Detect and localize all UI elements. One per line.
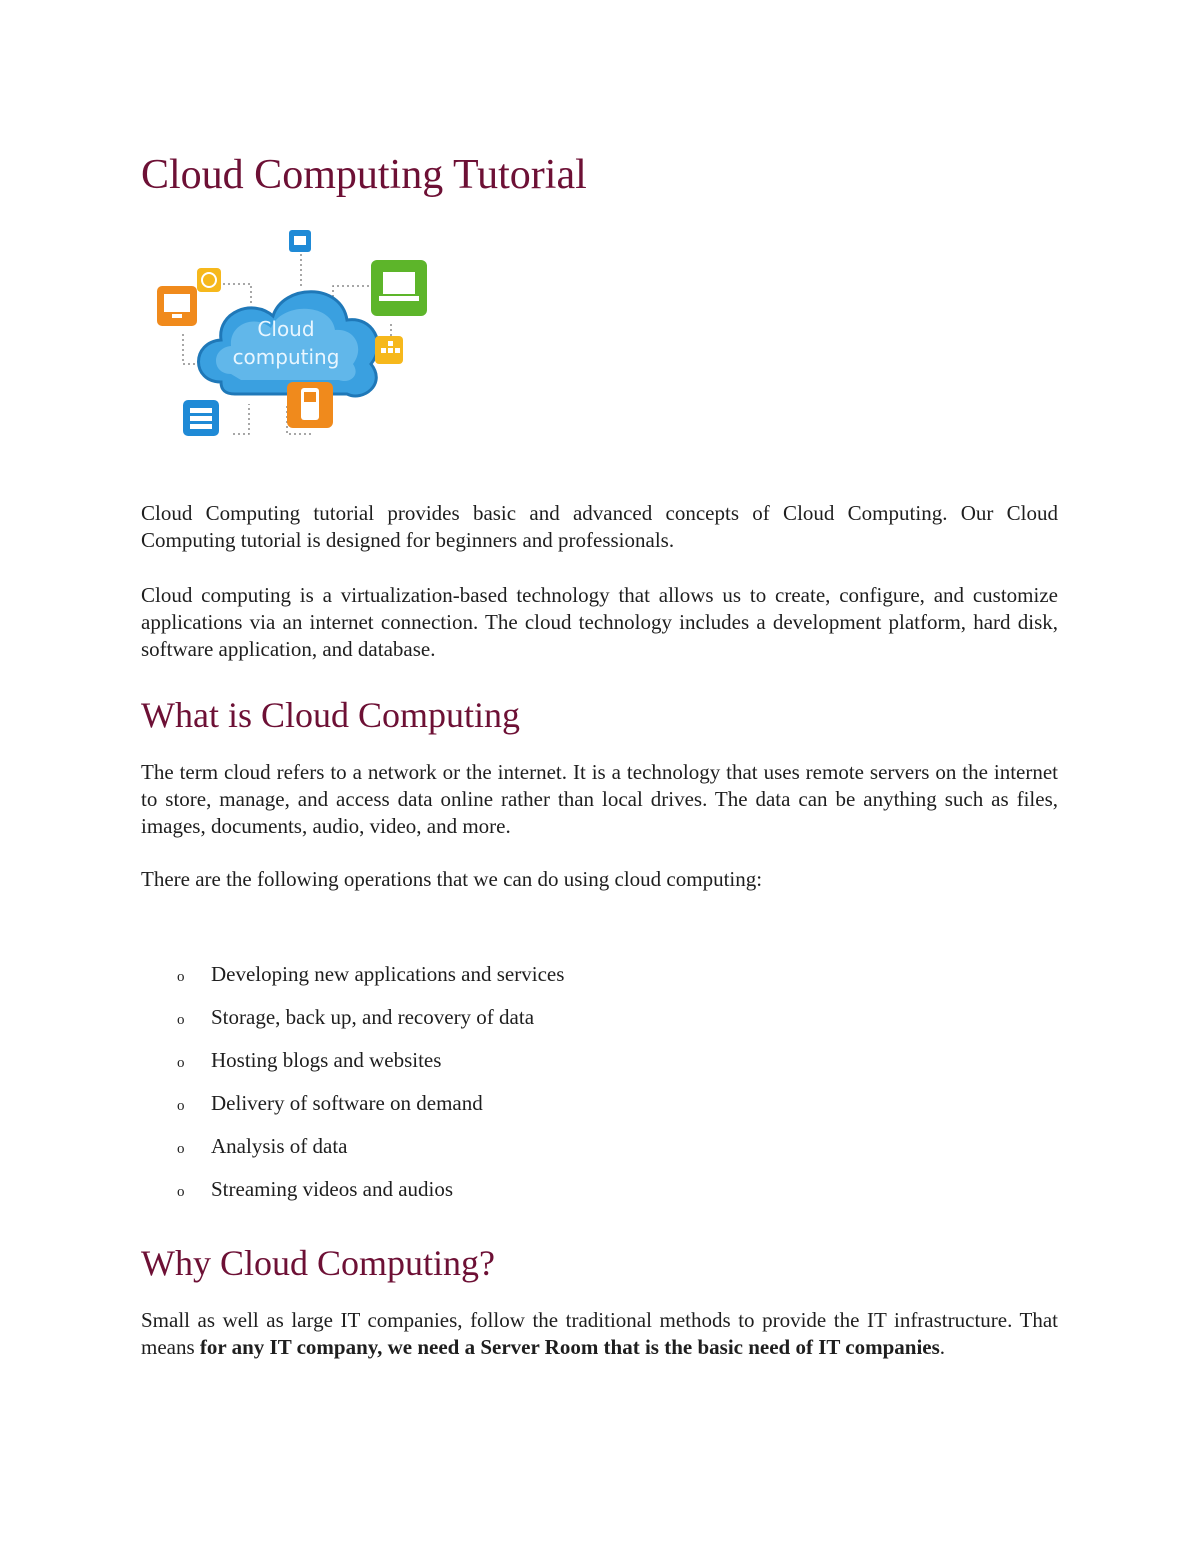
cloud-icon	[199, 292, 378, 396]
list-item-text: Streaming videos and audios	[211, 1177, 454, 1201]
what-paragraph-1: The term cloud refers to a network or the internet. It is a technology that uses remote servers on the internet to store, manage, and access data online rather than local drives. The data can be anything such as files, images, documents, audio, video, and more.	[141, 760, 1058, 838]
bullet-icon: o	[177, 1098, 185, 1114]
bullet-icon: o	[177, 1012, 185, 1028]
why-paragraph-text: Small as well as large IT companies, follow the traditional methods to provide the IT infrastructure. That means	[141, 1308, 1058, 1359]
cloud-label-line1: Cloud	[257, 317, 315, 341]
list-item-text: Storage, back up, and recovery of data	[211, 1005, 535, 1029]
list-item	[141, 1090, 1058, 1133]
cloud-label-line2: computing	[232, 345, 340, 369]
bullet-icon: o	[177, 1141, 185, 1157]
mobile-phone-icon	[287, 382, 333, 428]
why-paragraph-end: .	[939, 1335, 946, 1359]
list-item-text: Hosting blogs and websites	[211, 1048, 442, 1072]
why-paragraph-emphasis: for any IT company, we need a Server Room that is the basic need of IT companies	[199, 1335, 940, 1359]
list-item-text: Analysis of data	[211, 1134, 348, 1158]
list-item-text: Delivery of software on demand	[211, 1091, 483, 1115]
desktop-monitor-icon	[157, 286, 197, 326]
page-title: Cloud Computing Tutorial	[141, 152, 587, 198]
what-heading: What is Cloud Computing	[141, 695, 521, 735]
grid-apps-icon	[375, 336, 403, 364]
laptop-icon	[371, 260, 427, 316]
document-content	[141, 150, 1058, 1361]
server-icon	[183, 400, 219, 436]
globe-icon	[197, 268, 221, 292]
why-heading: Why Cloud Computing?	[141, 1243, 495, 1283]
intro-paragraph-2: Cloud computing is a virtualization-based technology that allows us to create, configure, and customize applications via an internet connection. The cloud technology includes a development platform, hard disk, software application, and database.	[141, 583, 1058, 661]
bullet-icon: o	[177, 969, 185, 985]
what-paragraph-2: There are the following operations that we can do using cloud computing:	[141, 867, 763, 891]
list-item	[141, 1133, 1058, 1176]
why-paragraph	[141, 1307, 1058, 1361]
list-item	[141, 1176, 1058, 1219]
bullet-icon: o	[177, 1055, 185, 1071]
mail-icon	[289, 230, 311, 252]
bullet-icon: o	[177, 1184, 185, 1200]
list-item-text: Developing new applications and services	[211, 962, 565, 986]
intro-paragraph-1: Cloud Computing tutorial provides basic and advanced concepts of Cloud Computing. Our Cloud Computing tutorial is designed for beginners and professionals.	[141, 501, 1058, 552]
list-item	[141, 1047, 1058, 1090]
cloud-computing-illustration	[151, 224, 441, 464]
list-item	[141, 1004, 1058, 1047]
operations-list	[141, 961, 1058, 1219]
list-item	[141, 961, 1058, 1004]
